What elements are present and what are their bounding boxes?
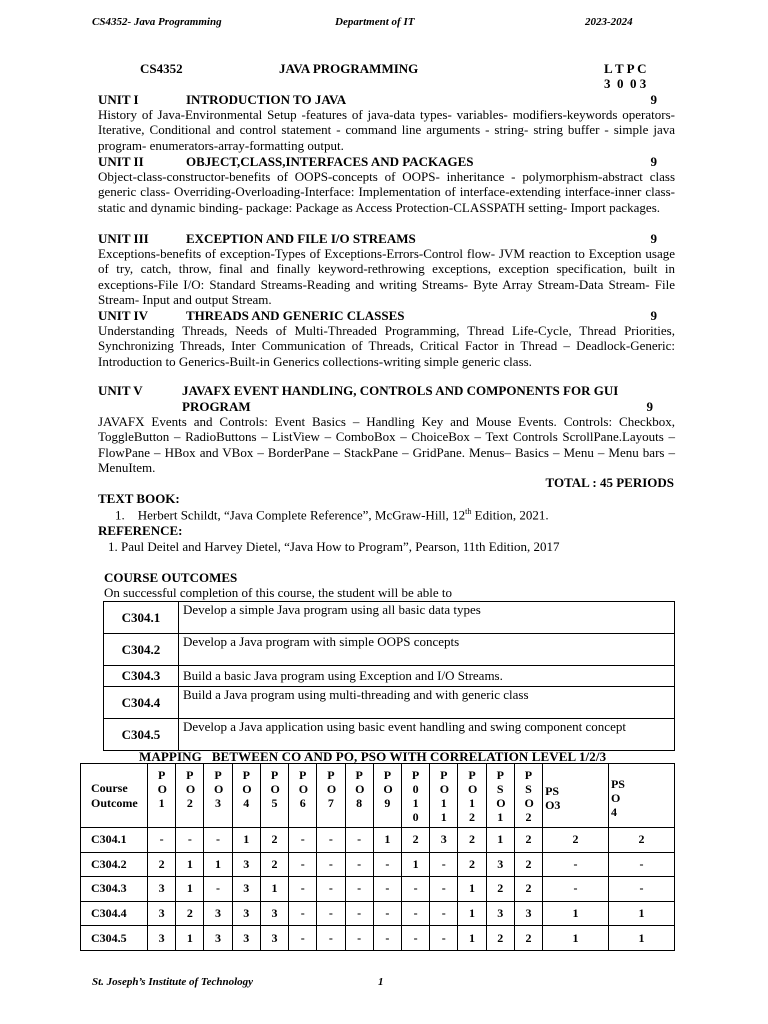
- mapping-cell: 1: [373, 828, 401, 853]
- table-row: [81, 852, 675, 877]
- mapping-cell: 2: [458, 852, 486, 877]
- mapping-col-label: P S O 1: [496, 768, 506, 824]
- mapping-co-code: C304.3: [81, 877, 148, 902]
- mapping-cell: 1: [401, 852, 429, 877]
- textbook-item: [115, 507, 549, 523]
- mapping-cell: -: [317, 877, 345, 902]
- mapping-cell: 1: [458, 926, 486, 951]
- mapping-co-code: C304.5: [81, 926, 148, 951]
- mapping-col-header: [148, 764, 176, 828]
- mapping-cell: 1: [486, 828, 514, 853]
- mapping-cell: 1: [608, 926, 674, 951]
- mapping-col-label: P O 7: [326, 768, 337, 810]
- mapping-cell: 3: [148, 877, 176, 902]
- co-code: C304.4: [104, 687, 179, 719]
- mapping-cell: 2: [514, 852, 542, 877]
- co-code: C304.1: [104, 602, 179, 634]
- mapping-header-row: [81, 764, 675, 828]
- mapping-cell: 3: [148, 926, 176, 951]
- mapping-cell: 3: [232, 901, 260, 926]
- mapping-cell: -: [317, 901, 345, 926]
- mapping-cell: 1: [458, 877, 486, 902]
- mapping-cell: -: [543, 852, 609, 877]
- course-outcomes-heading: COURSE OUTCOMES: [104, 570, 238, 585]
- unit-3: [98, 231, 675, 307]
- mapping-col-header: [543, 764, 609, 828]
- mapping-cell: -: [345, 926, 373, 951]
- unit-number: UNIT II: [98, 154, 144, 169]
- unit-title-line1: JAVAFX EVENT HANDLING, CONTROLS AND COMPONENTS FOR GUI: [182, 383, 619, 398]
- co-description: Develop a Java program with simple OOPS concepts: [179, 634, 675, 666]
- course-outcomes-intro: On successful completion of this course, the student will be able to: [104, 585, 453, 600]
- mapping-col-header: [458, 764, 486, 828]
- mapping-cell: -: [289, 901, 317, 926]
- unit-3-heading: [98, 231, 675, 246]
- mapping-co-code: C304.2: [81, 852, 148, 877]
- textbook-item-sup: th: [465, 507, 472, 516]
- mapping-col-label: P O 8: [355, 768, 365, 810]
- mapping-cell: -: [289, 852, 317, 877]
- mapping-cell: -: [317, 828, 345, 853]
- mapping-cell: 1: [204, 852, 232, 877]
- unit-hours: 9: [650, 308, 657, 323]
- mapping-cell: 1: [176, 852, 204, 877]
- mapping-cell: -: [289, 926, 317, 951]
- unit-number: UNIT III: [98, 231, 149, 246]
- reference-item: 1. Paul Deitel and Harvey Dietel, “Java How to Program”, Pearson, 11th Edition, 2017: [108, 539, 560, 554]
- unit-number: UNIT IV: [98, 308, 148, 323]
- mapping-cell: 3: [486, 852, 514, 877]
- unit-5: [98, 414, 675, 475]
- mapping-co-code: C304.4: [81, 901, 148, 926]
- mapping-col-header: [232, 764, 260, 828]
- table-row: [104, 634, 675, 666]
- mapping-col-label: P O 2: [185, 768, 196, 810]
- mapping-cell: 1: [458, 901, 486, 926]
- mapping-cell: -: [401, 926, 429, 951]
- footer-institute: St. Joseph’s Institute of Technology: [92, 976, 254, 988]
- co-description: Build a basic Java program using Exception and I/O Streams.: [179, 666, 675, 687]
- mapping-cell: -: [373, 852, 401, 877]
- mapping-cell: 1: [543, 926, 609, 951]
- mapping-cell: 2: [608, 828, 674, 853]
- mapping-cell: -: [345, 828, 373, 853]
- ltpc-label: L T P C: [604, 61, 647, 76]
- mapping-col-header: [260, 764, 288, 828]
- mapping-cell: -: [401, 877, 429, 902]
- mapping-col-header: [514, 764, 542, 828]
- mapping-col-label: P O 1 1: [439, 768, 450, 824]
- mapping-cell: 2: [514, 828, 542, 853]
- mapping-cell: -: [317, 926, 345, 951]
- table-row: [104, 687, 675, 719]
- mapping-cell: 2: [260, 828, 288, 853]
- mapping-cell: -: [401, 901, 429, 926]
- mapping-cell: -: [289, 877, 317, 902]
- co-description: Build a Java program using multi-threading and with generic class: [179, 687, 675, 719]
- reference-heading: REFERENCE:: [98, 523, 183, 538]
- table-row: [81, 901, 675, 926]
- mapping-col-label: P 0 1 0: [411, 768, 420, 824]
- mapping-cell: 2: [486, 926, 514, 951]
- table-row: [104, 602, 675, 634]
- mapping-col-header: [317, 764, 345, 828]
- header-course: CS4352- Java Programming: [92, 16, 222, 28]
- mapping-cell: 2: [176, 901, 204, 926]
- mapping-col-label: P O 5: [270, 768, 280, 810]
- unit-hours: 9: [646, 399, 653, 414]
- mapping-cell: 2: [486, 877, 514, 902]
- mapping-col-label: PS O3: [545, 783, 561, 812]
- mapping-col-header: [401, 764, 429, 828]
- mapping-row-header-line2: Outcome: [91, 795, 138, 810]
- unit-title: THREADS AND GENERIC CLASSES: [186, 308, 405, 323]
- unit-hours: 9: [650, 92, 657, 107]
- mapping-cell: 1: [232, 828, 260, 853]
- unit-2: [98, 154, 675, 215]
- unit-number: UNIT I: [98, 92, 139, 107]
- header-year: 2023-2024: [585, 16, 633, 28]
- course-outcomes-table: [103, 601, 675, 751]
- mapping-col-header: [486, 764, 514, 828]
- mapping-col-header: [373, 764, 401, 828]
- co-code: C304.2: [104, 634, 179, 666]
- mapping-cell: -: [430, 852, 458, 877]
- mapping-cell: 3: [204, 926, 232, 951]
- co-description: Develop a Java application using basic event handling and swing component concept: [179, 719, 675, 751]
- mapping-col-header: [345, 764, 373, 828]
- mapping-cell: 2: [401, 828, 429, 853]
- unit-3-body: Exceptions-benefits of exception-Types of Exceptions-Errors-Control flow- JVM reaction to Exception usage of try, catch, throw, final and finally keyword-rethrowing exceptions, exception specification, built in exceptions-File I/O: Standard Streams-Reading and writing Streams- Byte Array Stream-Data Stream- File Stream- Input and output Stream.: [98, 246, 675, 307]
- unit-5-body: JAVAFX Events and Controls: Event Basics – Handling Key and Mouse Events. Controls: Checkbox, ToggleButton – RadioButtons – ListView – ComboBox – ChoiceBox – Text Controls ScrollPane.Layouts – FlowPane – HBox and VBox – BorderPane – StackPane – GridPane. Menus– Basics – Menu – Menu bars – MenuItem.: [98, 414, 675, 475]
- table-row: [81, 828, 675, 853]
- unit-4-heading: [98, 308, 675, 323]
- mapping-cell: 3: [232, 877, 260, 902]
- mapping-cell: -: [430, 877, 458, 902]
- mapping-cell: -: [608, 877, 674, 902]
- textbook-item-edition: Edition, 2021.: [471, 507, 549, 523]
- mapping-col-header: [608, 764, 674, 828]
- mapping-cell: 2: [458, 828, 486, 853]
- table-row: [104, 666, 675, 687]
- mapping-cell: -: [430, 926, 458, 951]
- unit-title: OBJECT,CLASS,INTERFACES AND PACKAGES: [186, 154, 474, 169]
- mapping-cell: -: [373, 877, 401, 902]
- mapping-cell: -: [543, 877, 609, 902]
- mapping-cell: 1: [260, 877, 288, 902]
- mapping-cell: -: [204, 877, 232, 902]
- mapping-col-label: P O 3: [214, 768, 224, 810]
- unit-number: UNIT V: [98, 383, 143, 398]
- mapping-row-header-line1: Course: [91, 780, 128, 795]
- mapping-cell: 3: [514, 901, 542, 926]
- mapping-col-label: P O 1: [157, 768, 167, 810]
- mapping-cell: -: [608, 852, 674, 877]
- mapping-col-label: P O 9: [383, 768, 393, 810]
- mapping-row-header: [81, 764, 148, 828]
- unit-4-body: Understanding Threads, Needs of Multi-Threaded Programming, Thread Life-Cycle, Thread Priorities, Synchronizing Threads, Inter Communication of Threads, Critical Factor in Thread – Deadlock-Generic: Introduction to Generics-Built-in Generics collections-writing simple generic class.: [98, 323, 675, 369]
- mapping-cell: 2: [543, 828, 609, 853]
- mapping-cell: -: [373, 926, 401, 951]
- mapping-cell: -: [204, 828, 232, 853]
- mapping-cell: 3: [430, 828, 458, 853]
- mapping-cell: 3: [260, 926, 288, 951]
- mapping-cell: 2: [514, 877, 542, 902]
- mapping-co-code: C304.1: [81, 828, 148, 853]
- mapping-cell: 3: [486, 901, 514, 926]
- mapping-col-label: P S O 2: [524, 768, 534, 824]
- mapping-col-label: PS O 4: [610, 776, 625, 819]
- mapping-cell: -: [317, 852, 345, 877]
- co-code: C304.3: [104, 666, 179, 687]
- unit-1: [98, 92, 675, 153]
- mapping-cell: -: [289, 828, 317, 853]
- mapping-cell: 1: [176, 877, 204, 902]
- textbook-item-number: 1.: [115, 507, 125, 523]
- mapping-cell: 3: [148, 901, 176, 926]
- mapping-cell: 3: [204, 901, 232, 926]
- mapping-col-label: P O 4: [242, 768, 252, 810]
- mapping-cell: 3: [232, 926, 260, 951]
- textbook-heading: TEXT BOOK:: [98, 491, 180, 506]
- mapping-table: [80, 763, 675, 951]
- mapping-col-header: [430, 764, 458, 828]
- mapping-title: MAPPING BETWEEN CO AND PO, PSO WITH CORRELATION LEVEL 1/2/3: [139, 749, 607, 764]
- course-code: CS4352: [140, 61, 183, 76]
- unit-2-body: Object-class-constructor-benefits of OOPS-concepts of OOPS- inheritance - polymorphism-abstract class generic class- Overriding-Overloading-Interface: Implementation of interface-extending interface-inner class- static and dynamic binding- package: Package as Access Protection-CLASSPATH setting- Import packages.: [98, 169, 675, 215]
- mapping-cell: -: [430, 901, 458, 926]
- co-code: C304.5: [104, 719, 179, 751]
- mapping-cell: 1: [176, 926, 204, 951]
- mapping-cell: 2: [148, 852, 176, 877]
- footer-page-number: 1: [378, 976, 384, 988]
- unit-title-line2: PROGRAM: [182, 399, 251, 414]
- co-description: Develop a simple Java program using all basic data types: [179, 602, 675, 634]
- unit-title: EXCEPTION AND FILE I/O STREAMS: [186, 231, 416, 246]
- mapping-cell: 1: [543, 901, 609, 926]
- table-row: [104, 719, 675, 751]
- ltpc-block: [604, 61, 647, 91]
- unit-4: [98, 308, 675, 369]
- total-periods: TOTAL : 45 PERIODS: [545, 475, 674, 490]
- mapping-cell: -: [345, 852, 373, 877]
- mapping-col-label: P O 1 2: [468, 768, 478, 824]
- unit-title: INTRODUCTION TO JAVA: [186, 92, 347, 107]
- unit-2-heading: [98, 154, 675, 169]
- mapping-cell: -: [176, 828, 204, 853]
- mapping-cell: -: [345, 901, 373, 926]
- mapping-col-header: [289, 764, 317, 828]
- mapping-cell: 1: [608, 901, 674, 926]
- table-row: [81, 877, 675, 902]
- unit-1-body: History of Java-Environmental Setup -features of java-data types- variables- modifiers-keywords operators- Iterative, Conditional and control statement - command line arguments - string- string buffer - simple java program- enumerators-array-formatting output.: [98, 107, 675, 153]
- unit-1-heading: [98, 92, 675, 107]
- mapping-col-header: [204, 764, 232, 828]
- mapping-cell: -: [148, 828, 176, 853]
- mapping-cell: 3: [260, 901, 288, 926]
- mapping-col-label: P O 6: [298, 768, 309, 810]
- unit-hours: 9: [650, 231, 657, 246]
- course-name: JAVA PROGRAMMING: [279, 61, 419, 76]
- unit-hours: 9: [650, 154, 657, 169]
- textbook-item-text: Herbert Schildt, “Java Complete Reference”, McGraw-Hill, 12: [137, 507, 466, 523]
- header-department: Department of IT: [335, 16, 415, 28]
- table-row: [81, 926, 675, 951]
- mapping-cell: -: [373, 901, 401, 926]
- mapping-cell: 2: [514, 926, 542, 951]
- mapping-col-header: [176, 764, 204, 828]
- mapping-cell: 2: [260, 852, 288, 877]
- ltpc-values: 3 0 0 3: [604, 76, 647, 91]
- mapping-cell: 3: [232, 852, 260, 877]
- mapping-cell: -: [345, 877, 373, 902]
